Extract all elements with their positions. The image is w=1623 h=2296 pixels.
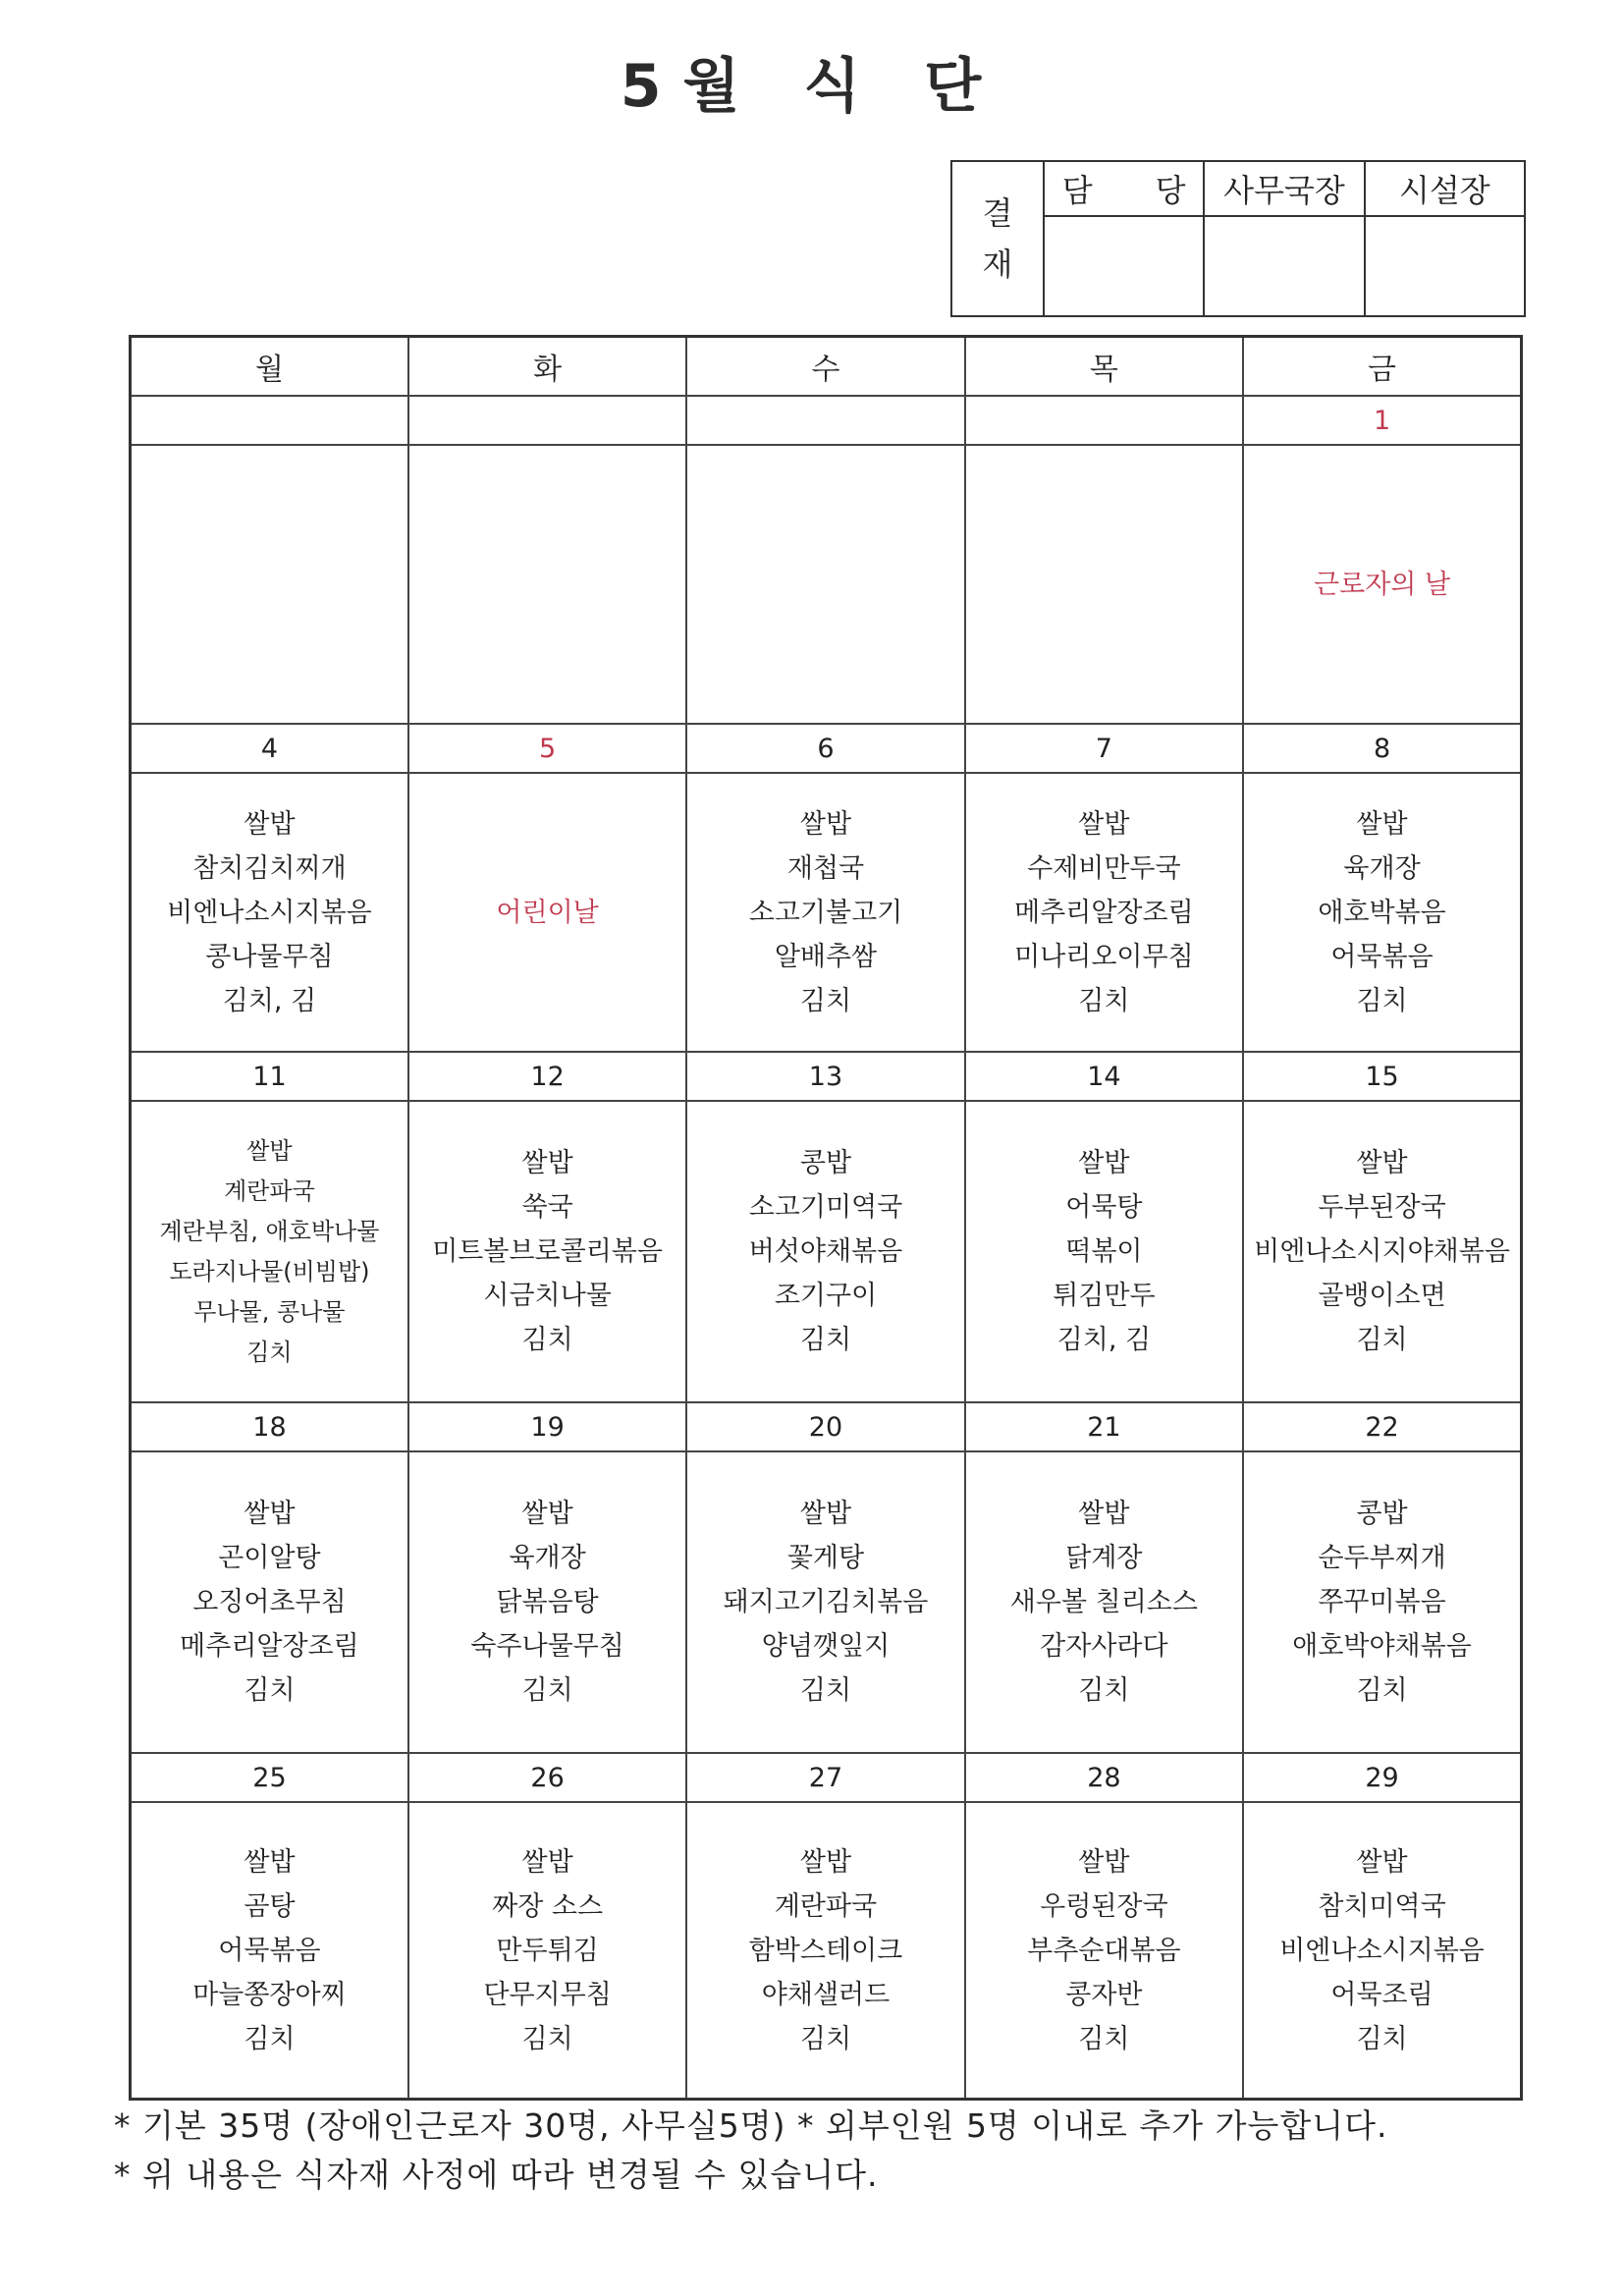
menu-item: 감자사라다	[1040, 1631, 1168, 1662]
date-cell: 27	[686, 1753, 964, 1802]
approval-column-manager	[1045, 162, 1205, 315]
menu-item: 김치	[799, 2023, 852, 2054]
date-row	[131, 1753, 1522, 1802]
holiday-label: 근로자의 날	[1314, 569, 1451, 600]
date-cell: 18	[131, 1402, 408, 1451]
date-cell	[965, 396, 1243, 445]
menu-item: 애호박야채볶음	[1292, 1631, 1472, 1662]
menu-item: 김치	[521, 1325, 573, 1355]
menu-cell	[1243, 1451, 1521, 1753]
menu-row	[131, 1451, 1522, 1753]
menu-cell	[408, 445, 686, 724]
menu-item: 어묵조림	[1330, 1979, 1434, 2010]
weekday-header-row	[131, 337, 1522, 397]
menu-item: 양념깻잎지	[761, 1631, 891, 1662]
menu-item: 메추리알장조림	[180, 1631, 359, 1662]
menu-item: 김치	[1078, 2023, 1130, 2054]
menu-cell	[408, 1101, 686, 1402]
menu-item: 육개장	[509, 1543, 586, 1573]
menu-item: 육개장	[1343, 852, 1421, 884]
date-cell: 19	[408, 1402, 686, 1451]
date-cell: 7	[965, 724, 1243, 773]
menu-item: 쌀밥	[1356, 1148, 1408, 1178]
menu-item: 쌀밥	[799, 1499, 852, 1529]
weekday-tue: 화	[408, 337, 686, 397]
menu-item: 쌀밥	[1078, 808, 1130, 840]
signature-cell	[1366, 217, 1524, 315]
menu-item: 애호박볶음	[1318, 897, 1446, 928]
menu-item: 곰탕	[243, 1890, 296, 1922]
menu-item: 쌀밥	[799, 808, 852, 840]
approval-header: 시설장	[1366, 162, 1524, 217]
menu-item: 쑥국	[521, 1192, 573, 1223]
menu-item: 김치	[1078, 1675, 1130, 1706]
notes	[114, 2102, 1388, 2200]
menu-item: 소고기미역국	[748, 1192, 903, 1223]
menu-item: 새우볼 칠리소스	[1009, 1587, 1198, 1617]
menu-item: 참치미역국	[1318, 1890, 1446, 1922]
menu-row	[131, 445, 1522, 724]
date-row	[131, 1052, 1522, 1101]
menu-item: 김치	[246, 1338, 293, 1366]
menu-item: 미나리오이무침	[1014, 941, 1194, 972]
menu-item: 두부된장국	[1318, 1192, 1446, 1223]
menu-row	[131, 1802, 1522, 2100]
date-cell: 26	[408, 1753, 686, 1802]
menu-cell	[408, 773, 686, 1052]
date-cell: 29	[1243, 1753, 1521, 1802]
date-cell: 4	[131, 724, 408, 773]
menu-cell	[965, 445, 1243, 724]
menu-item: 김치	[799, 1325, 852, 1355]
menu-cell	[686, 1451, 964, 1753]
date-cell: 14	[965, 1052, 1243, 1101]
weekday-wed: 수	[686, 337, 964, 397]
menu-item: 계란부침, 애호박나물	[159, 1217, 380, 1245]
signature-cell	[1045, 217, 1203, 315]
menu-cell	[686, 445, 964, 724]
menu-item: 버섯야채볶음	[748, 1236, 903, 1267]
menu-item: 비엔나소시지야채볶음	[1254, 1236, 1510, 1267]
menu-item: 쌀밥	[1356, 808, 1408, 840]
menu-item: 콩밥	[799, 1148, 852, 1178]
menu-row	[131, 1101, 1522, 1402]
menu-item: 김치, 김	[222, 985, 317, 1016]
menu-item: 비엔나소시지볶음	[167, 897, 372, 928]
menu-item: 어묵볶음	[1330, 941, 1434, 972]
date-row	[131, 1402, 1522, 1451]
menu-item: 꽃게탕	[786, 1543, 865, 1573]
menu-cell	[965, 1802, 1243, 2100]
weekday-fri: 금	[1243, 337, 1521, 397]
menu-item: 쌀밥	[1078, 1499, 1130, 1529]
menu-item: 콩나물무침	[205, 941, 334, 972]
menu-cell	[965, 1101, 1243, 1402]
menu-item: 어묵볶음	[218, 1935, 321, 1966]
approval-box	[950, 160, 1526, 317]
menu-item: 야채샐러드	[761, 1979, 891, 2010]
menu-item: 김치	[799, 985, 852, 1016]
menu-cell	[1243, 773, 1521, 1052]
menu-item: 김치	[1356, 2023, 1408, 2054]
menu-cell	[131, 773, 408, 1052]
menu-item: 계란파국	[774, 1890, 878, 1922]
date-cell	[131, 396, 408, 445]
menu-row	[131, 773, 1522, 1052]
menu-item: 어묵탕	[1065, 1192, 1143, 1223]
menu-item: 김치	[521, 1675, 573, 1706]
menu-cell	[131, 445, 408, 724]
menu-item: 쌀밥	[1356, 1846, 1408, 1878]
menu-cell	[131, 1451, 408, 1753]
menu-item: 부추순대볶음	[1027, 1935, 1181, 1966]
menu-item: 우렁된장국	[1040, 1890, 1168, 1922]
menu-item: 김치	[243, 1675, 296, 1706]
date-row	[131, 724, 1522, 773]
menu-item: 계란파국	[224, 1176, 315, 1205]
menu-cell	[965, 773, 1243, 1052]
approval-column-director	[1205, 162, 1365, 315]
menu-item: 튀김만두	[1053, 1281, 1156, 1311]
date-cell: 20	[686, 1402, 964, 1451]
approval-column-head	[1366, 162, 1524, 315]
menu-item: 짜장 소스	[492, 1890, 604, 1922]
holiday-label: 어린이날	[496, 897, 599, 928]
menu-item: 김치	[799, 1675, 852, 1706]
menu-cell	[1243, 1802, 1521, 2100]
menu-calendar	[129, 335, 1523, 2101]
date-cell: 22	[1243, 1402, 1521, 1451]
menu-item: 쌀밥	[243, 1846, 296, 1878]
menu-item: 콩자반	[1065, 1979, 1143, 2010]
menu-item: 도라지나물(비빔밥)	[169, 1257, 370, 1285]
menu-cell	[965, 1451, 1243, 1753]
calendar-body	[131, 396, 1522, 2100]
menu-item: 쌀밥	[243, 1499, 296, 1529]
menu-item: 곤이알탕	[218, 1543, 321, 1573]
date-cell	[686, 396, 964, 445]
menu-cell	[686, 773, 964, 1052]
menu-cell	[408, 1802, 686, 2100]
menu-item: 김치	[521, 2023, 573, 2054]
date-cell	[408, 396, 686, 445]
menu-item: 소고기불고기	[748, 897, 903, 928]
menu-cell	[408, 1451, 686, 1753]
menu-item: 김치	[1356, 1325, 1408, 1355]
weekday-mon: 월	[131, 337, 408, 397]
date-cell: 5	[408, 724, 686, 773]
menu-item: 순두부찌개	[1318, 1543, 1446, 1573]
menu-item: 쌀밥	[1078, 1148, 1130, 1178]
signature-cell	[1205, 217, 1363, 315]
menu-item: 숙주나물무침	[470, 1631, 624, 1662]
menu-item: 단무지무침	[483, 1979, 612, 2010]
date-cell: 15	[1243, 1052, 1521, 1101]
menu-item: 쌀밥	[243, 808, 296, 840]
menu-item: 무나물, 콩나물	[193, 1297, 346, 1326]
menu-item: 닭계장	[1065, 1543, 1143, 1573]
menu-item: 김치, 김	[1056, 1325, 1152, 1355]
approval-label-bottom: 재	[982, 246, 1013, 283]
menu-item: 김치	[1356, 1675, 1408, 1706]
date-cell: 6	[686, 724, 964, 773]
menu-item: 수제비만두국	[1027, 852, 1181, 884]
menu-item: 함박스테이크	[748, 1935, 903, 1966]
menu-item: 메추리알장조림	[1014, 897, 1194, 928]
menu-item: 쌀밥	[246, 1136, 293, 1165]
menu-item: 쌀밥	[799, 1846, 852, 1878]
approval-header: 담 당	[1045, 162, 1203, 217]
approval-header: 사무국장	[1205, 162, 1363, 217]
date-cell: 1	[1243, 396, 1521, 445]
menu-item: 조기구이	[774, 1281, 878, 1311]
menu-item: 오징어초무침	[192, 1587, 347, 1617]
menu-cell	[131, 1101, 408, 1402]
menu-item: 시금치나물	[483, 1281, 612, 1311]
date-cell: 12	[408, 1052, 686, 1101]
page-title: 5월 식 단	[620, 52, 1003, 121]
menu-item: 김치	[243, 2023, 296, 2054]
menu-item: 참치김치찌개	[192, 852, 347, 884]
note-capacity: * 기본 35명 (장애인근로자 30명, 사무실5명) * 외부인원 5명 이내로 추가 가능합니다.	[114, 2106, 1388, 2145]
menu-item: 비엔나소시지볶음	[1279, 1935, 1485, 1966]
menu-cell	[1243, 445, 1521, 724]
menu-cell	[131, 1802, 408, 2100]
date-row	[131, 396, 1522, 445]
menu-item: 골뱅이소면	[1318, 1281, 1446, 1311]
menu-item: 만두튀김	[496, 1935, 599, 1966]
date-cell: 13	[686, 1052, 964, 1101]
approval-label-top: 결	[982, 194, 1013, 232]
menu-item: 김치	[1356, 985, 1408, 1016]
menu-item: 쌀밥	[1078, 1846, 1130, 1878]
menu-item: 미트볼브로콜리볶음	[432, 1236, 663, 1267]
menu-item: 돼지고기김치볶음	[723, 1587, 929, 1617]
menu-item: 쌀밥	[521, 1846, 573, 1878]
menu-item: 콩밥	[1356, 1499, 1408, 1529]
approval-label	[952, 162, 1045, 315]
menu-item: 알배추쌈	[774, 941, 878, 972]
menu-item: 닭볶음탕	[496, 1587, 599, 1617]
menu-cell	[686, 1802, 964, 2100]
menu-cell	[1243, 1101, 1521, 1402]
date-cell: 11	[131, 1052, 408, 1101]
menu-item: 쌀밥	[521, 1499, 573, 1529]
menu-item: 마늘쫑장아찌	[192, 1979, 347, 2010]
note-change: * 위 내용은 식자재 사정에 따라 변경될 수 있습니다.	[114, 2156, 879, 2194]
menu-item: 김치	[1078, 985, 1130, 1016]
menu-item: 재첩국	[786, 852, 865, 884]
date-cell: 28	[965, 1753, 1243, 1802]
date-cell: 21	[965, 1402, 1243, 1451]
date-cell: 8	[1243, 724, 1521, 773]
menu-item: 쭈꾸미볶음	[1318, 1587, 1446, 1617]
menu-item: 쌀밥	[521, 1148, 573, 1178]
menu-item: 떡볶이	[1065, 1236, 1143, 1267]
menu-cell	[686, 1101, 964, 1402]
date-cell: 25	[131, 1753, 408, 1802]
weekday-thu: 목	[965, 337, 1243, 397]
